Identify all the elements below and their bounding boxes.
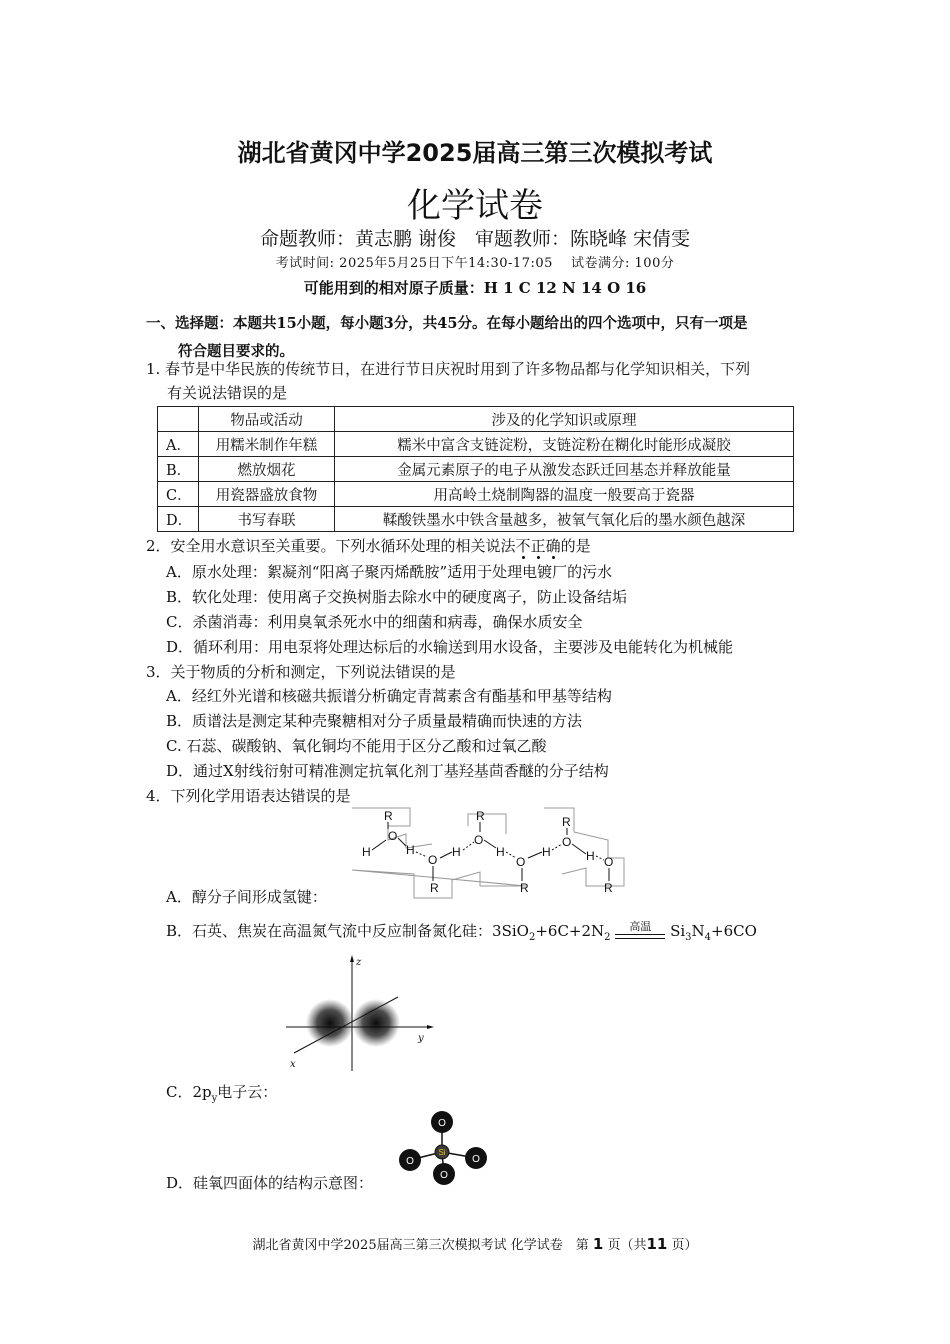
axis-y-label: y: [418, 1033, 424, 1044]
q4-stem: 4．下列化学用语表达错误的是: [146, 787, 351, 805]
q1-stem-line2: 有关说法错误的是: [167, 384, 288, 402]
table-cell: 用糯米制作年糕: [199, 432, 335, 457]
table-cell: 用高岭土烧制陶器的温度一般要高于瓷器: [335, 482, 794, 507]
o-label: O: [562, 835, 572, 849]
q2-option-a: A．原水处理：絮凝剂“阳离子聚丙烯酰胺”适用于处理电镀厂的污水: [166, 563, 613, 581]
table-cell: D．: [158, 507, 199, 532]
q4-option-c-text: C．2p: [166, 1083, 212, 1101]
table-cell: 用瓷器盛放食物: [199, 482, 335, 507]
emphasis-mark: 确: [545, 537, 561, 555]
h-label: H: [586, 849, 595, 863]
axis-x-label: x: [290, 1059, 296, 1070]
q3-option-a: A．经红外光谱和核磁共振谱分析确定青蒿素含有酯基和甲基等结构: [166, 687, 612, 705]
q2-option-d: D．循环利用：用电泵将处理达标后的水输送到用水设备，主要涉及电能转化为机械能: [166, 638, 734, 656]
q2-option-c: C．杀菌消毒：利用臭氧杀死水中的细菌和病毒，确保水质安全: [166, 613, 583, 631]
q4-option-c-text: 电子云：: [217, 1083, 278, 1101]
h-label: H: [362, 845, 371, 859]
section-heading-line2: 符合题目要求的。: [178, 343, 294, 360]
o-label: O: [406, 1156, 414, 1167]
footer-text: 湖北省黄冈中学2025届高三第三次模拟考试 化学试卷 第: [252, 1238, 589, 1253]
subscript: 4: [704, 932, 712, 943]
q4-option-b-text: B．石英、焦炭在高温氮气流中反应制备氮化硅：3SiO: [166, 922, 529, 940]
subscript: 2: [528, 932, 536, 943]
table-cell: 鞣酸铁墨水中铁含量越多，被氧气氧化后的墨水颜色越深: [335, 507, 794, 532]
page-number: 1: [592, 1235, 604, 1253]
page-footer: [0, 1234, 950, 1253]
subject-title: 化学试卷: [407, 186, 543, 226]
q4-option-a: A．醇分子间形成氢键：: [166, 888, 327, 906]
o-label: O: [428, 853, 438, 867]
footer-text: 页）: [671, 1238, 698, 1253]
table-row: [158, 432, 794, 457]
si-label: Si: [438, 1148, 446, 1157]
silicon-oxygen-tetrahedron: [392, 1106, 490, 1190]
r-label: R: [562, 815, 571, 829]
table-cell: 书写春联: [199, 507, 335, 532]
q3-stem: 3．关于物质的分析和测定，下列说法错误的是: [146, 663, 456, 681]
page-total: 11: [646, 1235, 668, 1253]
h-label: H: [452, 845, 461, 859]
q4-option-d: D．硅氧四面体的结构示意图：: [166, 1174, 374, 1192]
q4-option-b-text: +6CO: [711, 922, 757, 940]
subscript: 2: [604, 932, 611, 943]
q3-option-b: B．质谱法是测定某种壳聚糖相对分子质量最精确而快速的方法: [166, 712, 583, 730]
q4-option-b: [166, 918, 757, 943]
q2-option-b: B．软化处理：使用离子交换树脂去除水中的硬度离子，防止设备结垢: [166, 588, 628, 606]
o-label: O: [604, 855, 614, 869]
q2-stem-end: 的是: [560, 537, 591, 555]
exam-title: 湖北省黄冈中学2025届高三第三次模拟考试: [237, 139, 713, 167]
o-label: O: [474, 833, 484, 847]
table-header-cell: 涉及的化学知识或原理: [335, 407, 794, 432]
o-label: O: [388, 829, 398, 843]
q3-option-d: D．通过X射线衍射可精准测定抗氧化剂丁基羟基茴香醚的分子结构: [166, 762, 609, 780]
table-row: [158, 507, 794, 532]
r-label: R: [520, 881, 529, 895]
emphasis-mark: 不: [515, 537, 531, 555]
q4-option-b-text: Si: [670, 922, 686, 940]
q2-stem-text: 2．安全用水意识至关重要。下列水循环处理的相关说法: [146, 537, 516, 555]
table-row: [158, 482, 794, 507]
electron-cloud-diagram: [282, 953, 444, 1071]
teachers-line: 命题教师：黄志鹏 谢俊 审题教师：陈晓峰 宋倩雯: [259, 228, 691, 250]
table-cell: 糯米中富含支链淀粉，支链淀粉在糊化时能形成凝胶: [335, 432, 794, 457]
h-label: H: [406, 843, 415, 857]
subscript: y: [211, 1093, 218, 1104]
axis-z-label: z: [356, 957, 362, 968]
atomic-masses: 可能用到的相对原子质量：H 1 C 12 N 14 O 16: [303, 279, 647, 297]
table-header-row: [158, 407, 794, 432]
table-row: [158, 457, 794, 482]
r-label: R: [430, 881, 439, 895]
r-label: R: [384, 809, 393, 823]
table-cell: 金属元素原子的电子从激发态跃迁回基态并释放能量: [335, 457, 794, 482]
q1-table: [157, 406, 794, 532]
q1-stem: [146, 357, 750, 405]
exam-info: 考试时间: 2025年5月25日下午14:30-17:05 试卷满分: 100分: [275, 256, 675, 271]
q4-option-b-text: N: [691, 922, 705, 940]
table-header-cell: [158, 407, 199, 432]
h-label: H: [542, 845, 551, 859]
o-label: O: [438, 1118, 446, 1129]
h-label: H: [496, 845, 505, 859]
reaction-condition: 高温: [615, 918, 665, 934]
table-cell: 燃放烟花: [199, 457, 335, 482]
table-cell: A．: [158, 432, 199, 457]
q4-option-b-text: +6C+2N: [535, 922, 605, 940]
r-label: R: [476, 809, 485, 823]
hydrogen-bond-diagram: [348, 804, 630, 900]
subscript: 3: [685, 932, 692, 943]
o-label: O: [472, 1154, 480, 1165]
q2-stem: [146, 534, 591, 558]
table-header-cell: 物品或活动: [199, 407, 335, 432]
q4-option-c: [166, 1081, 277, 1104]
q3-option-c: C. 石蕊、碳酸钠、氧化铜均不能用于区分乙酸和过氧乙酸: [166, 737, 547, 755]
table-cell: B．: [158, 457, 199, 482]
emphasis-mark: 正: [530, 537, 546, 555]
o-label: O: [516, 855, 526, 869]
o-label: O: [440, 1170, 448, 1181]
r-label: R: [604, 881, 613, 895]
footer-text: 页（共: [607, 1238, 647, 1253]
q1-stem-line1: 1. 春节是中华民族的传统节日，在进行节日庆祝时用到了许多物品都与化学知识相关，下列: [146, 360, 751, 378]
section-heading-line1: 一、选择题：本题共15小题，每小题3分，共45分。在每小题给出的四个选项中，只有一项是: [146, 315, 748, 332]
table-cell: C．: [158, 482, 199, 507]
